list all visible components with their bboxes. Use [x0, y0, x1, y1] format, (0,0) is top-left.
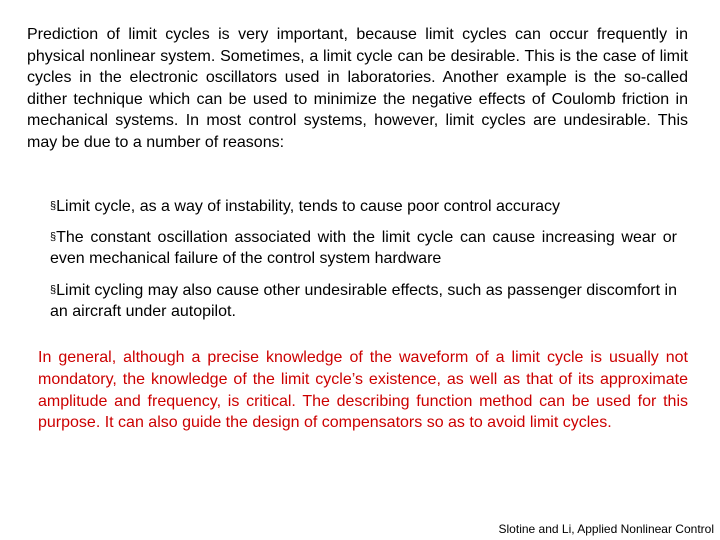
- list-item: [50, 280, 677, 323]
- bullet-marker-icon: §: [50, 283, 57, 296]
- list-item: [50, 196, 677, 218]
- bullet-marker-icon: §: [50, 230, 57, 243]
- list-item: [50, 227, 677, 270]
- intro-paragraph: Prediction of limit cycles is very important, because limit cycles can occur frequently in physical nonlinear system. Sometimes, a limit cycle can be desirable. This is the case of limit cycles in the electronic oscillators used in laboratories. Another example is the so-called dither technique which can be used to minimize the negative effects of Coulomb friction in mechanical systems. In most control systems, however, limit cycles are undesirable. This may be due to a number of reasons:: [27, 26, 688, 151]
- bullet-marker-icon: §: [50, 200, 57, 212]
- list-item-text: Limit cycling may also cause other undesirable effects, such as passenger discomfort in an aircraft under autopilot.: [50, 281, 677, 321]
- list-item-text: The constant oscillation associated with the limit cycle can cause increasing wear or even mechanical failure of the control system hardware: [50, 228, 677, 268]
- conclusion-paragraph: In general, although a precise knowledge of the waveform of a limit cycle is usually not mondatory, the knowledge of the limit cycle’s existence, as well as that of its approximate amplitude and frequency, is critical. The describing function method can be used for this purpose. It can also guide the design of compensators so as to avoid limit cycles.: [38, 349, 688, 432]
- reasons-list: [50, 196, 677, 333]
- list-item-text: Limit cycle, as a way of instability, tends to cause poor control accuracy: [56, 198, 561, 215]
- source-citation: Slotine and Li, Applied Nonlinear Control: [498, 522, 714, 536]
